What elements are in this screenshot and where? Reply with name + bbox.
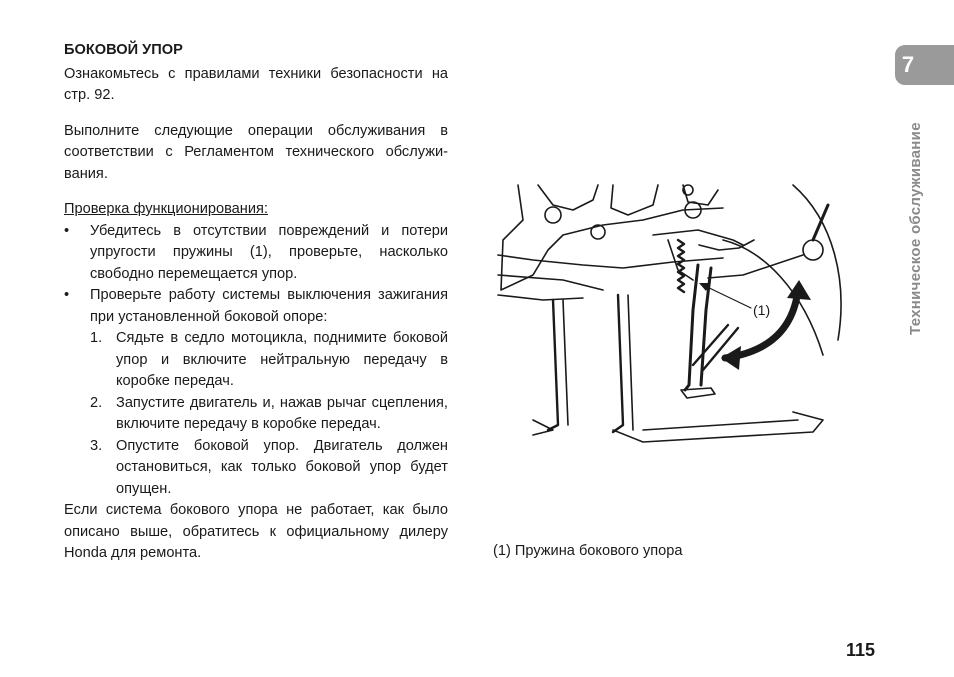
figure-caption: (1) Пружина бокового упора bbox=[493, 543, 683, 559]
spring bbox=[678, 240, 684, 292]
step-number: 1. bbox=[90, 330, 103, 346]
exhaust-outline bbox=[793, 185, 841, 340]
section-title: БОКОВОЙ УПОР bbox=[64, 42, 183, 58]
check-heading: Проверка функционирования: bbox=[64, 201, 268, 217]
callout-label: (1) bbox=[753, 302, 771, 318]
check-bullet-list bbox=[64, 221, 448, 501]
center-stand-foot bbox=[643, 420, 798, 430]
chapter-tab bbox=[895, 45, 954, 85]
step-text: Запустите двигатель и, нажав рычаг сцепления, включите передачу в коробке передач. bbox=[116, 394, 448, 432]
step-number: 2. bbox=[90, 394, 103, 411]
steps-list bbox=[64, 328, 448, 500]
chapter-number: 7 bbox=[901, 52, 915, 77]
maintenance-paragraph: Выполните следующие операции обслуживания в соответствии с Регламентом технического обслуживания. bbox=[64, 122, 448, 182]
bullet-text: Проверьте работу системы выключения зажигания при установленной боковой опоре: bbox=[90, 287, 448, 325]
step-item bbox=[64, 436, 448, 501]
frame-rail bbox=[498, 295, 583, 300]
center-stand bbox=[613, 295, 623, 432]
swing-arrow-head bbox=[721, 346, 741, 370]
closing-paragraph: Если система бокового упора не работает, как было описано выше, обратитесь к официальному дилеру Honda для ремонта. bbox=[64, 502, 448, 561]
frame-outline bbox=[538, 185, 598, 210]
stand-foot bbox=[681, 388, 715, 398]
bullet-item: • Убедитесь в отсутствии повреждений и потери упругости пружины (1), проверьте, насколько свободно перемещается упор. bbox=[64, 221, 448, 286]
frame-rail bbox=[498, 255, 723, 268]
center-stand bbox=[563, 300, 568, 425]
stand-bracket bbox=[653, 230, 743, 245]
step-text: Опустите боковой упор. Двигатель должен остановиться, как только боковой упор будет опущен. bbox=[116, 437, 448, 497]
bolt bbox=[591, 225, 605, 239]
main-text-column bbox=[64, 40, 448, 565]
bolt bbox=[545, 207, 561, 223]
callout-leader bbox=[703, 285, 751, 308]
step-text: Сядьте в седло мотоцикла, поднимите боковой упор и включите нейтральную передачу в коробке передач. bbox=[116, 330, 448, 389]
frame-rail bbox=[498, 275, 603, 290]
side-stand-illustration bbox=[493, 180, 853, 460]
step-item bbox=[64, 328, 448, 393]
center-stand-foot bbox=[613, 412, 823, 442]
step-item bbox=[64, 393, 448, 436]
center-stand bbox=[548, 300, 558, 430]
side-stand-leg bbox=[685, 265, 698, 390]
bullet-item bbox=[64, 285, 448, 500]
page-number: 115 bbox=[846, 640, 876, 660]
step-number: 3. bbox=[90, 437, 103, 454]
pivot bbox=[803, 240, 823, 260]
center-stand-foot bbox=[533, 420, 553, 435]
frame-outline bbox=[611, 185, 658, 215]
safety-reference: Ознакомьтесь с правилами техники безопасности на стр. 92. bbox=[64, 65, 448, 103]
center-stand bbox=[628, 295, 633, 430]
chapter-title: Техническое обслуживание bbox=[907, 122, 924, 335]
